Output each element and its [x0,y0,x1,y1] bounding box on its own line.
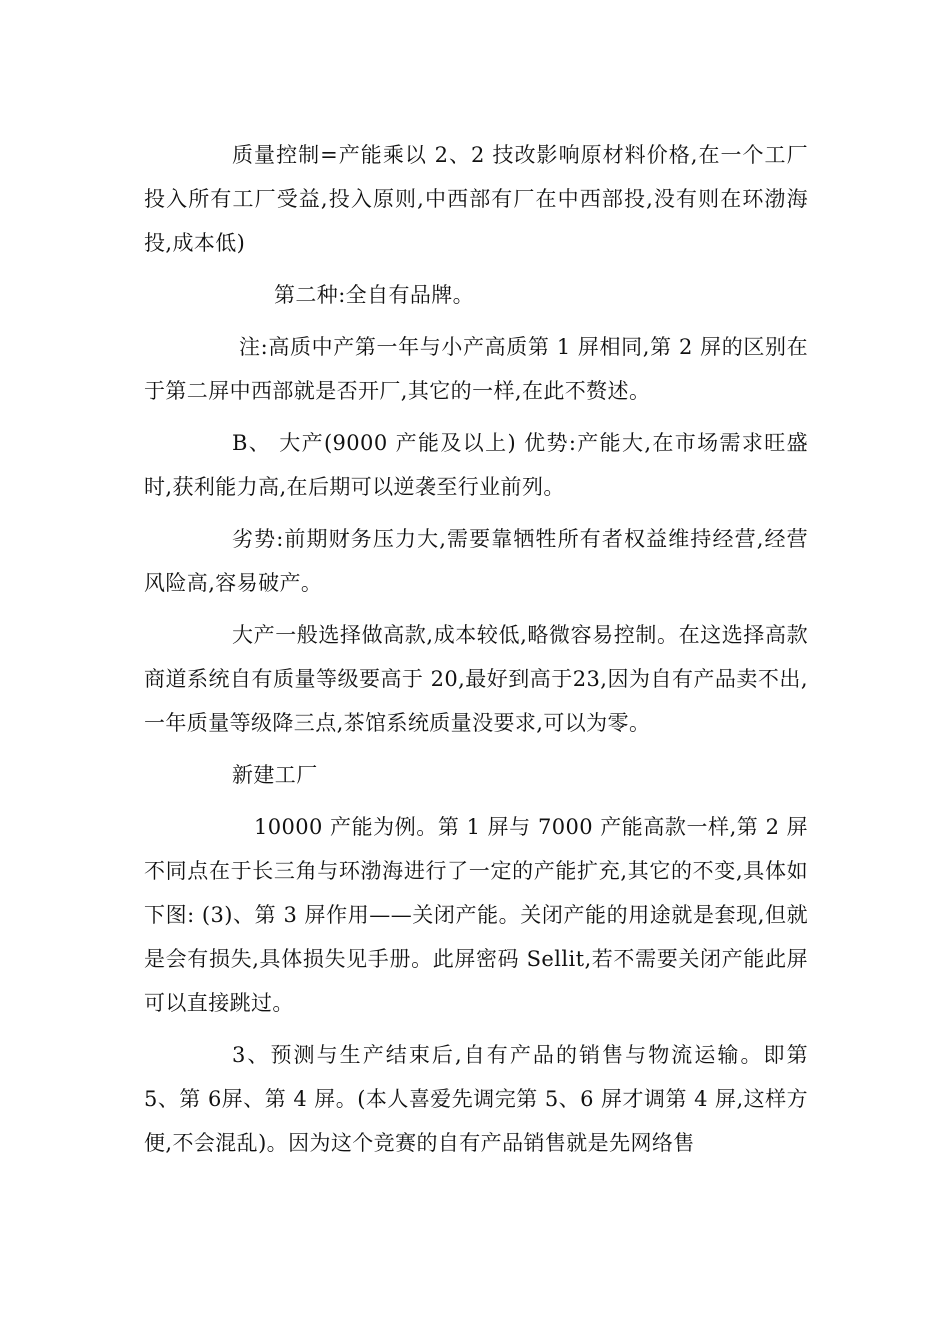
paragraph-quality-control: 质量控制=产能乘以 2、2 技改影响原材料价格,在一个工厂投入所有工厂受益,投入原则,中西部有厂在中西部投,没有则在环渤海投,成本低) [144,143,808,255]
paragraph-disadvantage: 劣势:前期财务压力大,需要靠牺牲所有者权益维持经营,经营风险高,容易破产。 [144,527,808,595]
paragraph-sales-logistics: 3、预测与生产结束后,自有产品的销售与物流运输。即第 5、第 6屏、第 4 屏。(本人喜爱先调完第 5、6 屏才调第 4 屏,这样方便,不会混乱)。因为这个竞赛的自有产品销售就是先网络售 [144,1043,808,1155]
paragraph-large-capacity: B、 大产(9000 产能及以上) 优势:产能大,在市场需求旺盛时,获利能力高,在后期可以逆袭至行业前列。 [144,431,808,499]
paragraph-second-type: 第二种:全自有品牌。 [274,283,475,307]
paragraph-note: 注:高质中产第一年与小产高质第 1 屏相同,第 2 屏的区别在于第二屏中西部就是否开厂,其它的一样,在此不赘述。 [144,335,808,403]
paragraph-high-end-choice: 大产一般选择做高款,成本较低,略微容易控制。在这选择高款商道系统自有质量等级要高于 20,最好到高于23,因为自有产品卖不出,一年质量等级降三点,茶馆系统质量没要求,可以为零。 [144,623,808,735]
paragraph-new-factory: 新建工厂 [232,763,318,787]
document-body [144,133,808,1165]
paragraph-capacity-example: 10000 产能为例。第 1 屏与 7000 产能高款一样,第 2 屏不同点在于长三角与环渤海进行了一定的产能扩充,其它的不变,具体如下图: (3)、第 3 屏作用——关闭产能。关闭产能的用途就是套现,但就是会有损失,具体损失见手册。此屏密码 Sellit,若不需要关闭产能此屏可以直接跳过。 [144,815,808,1015]
